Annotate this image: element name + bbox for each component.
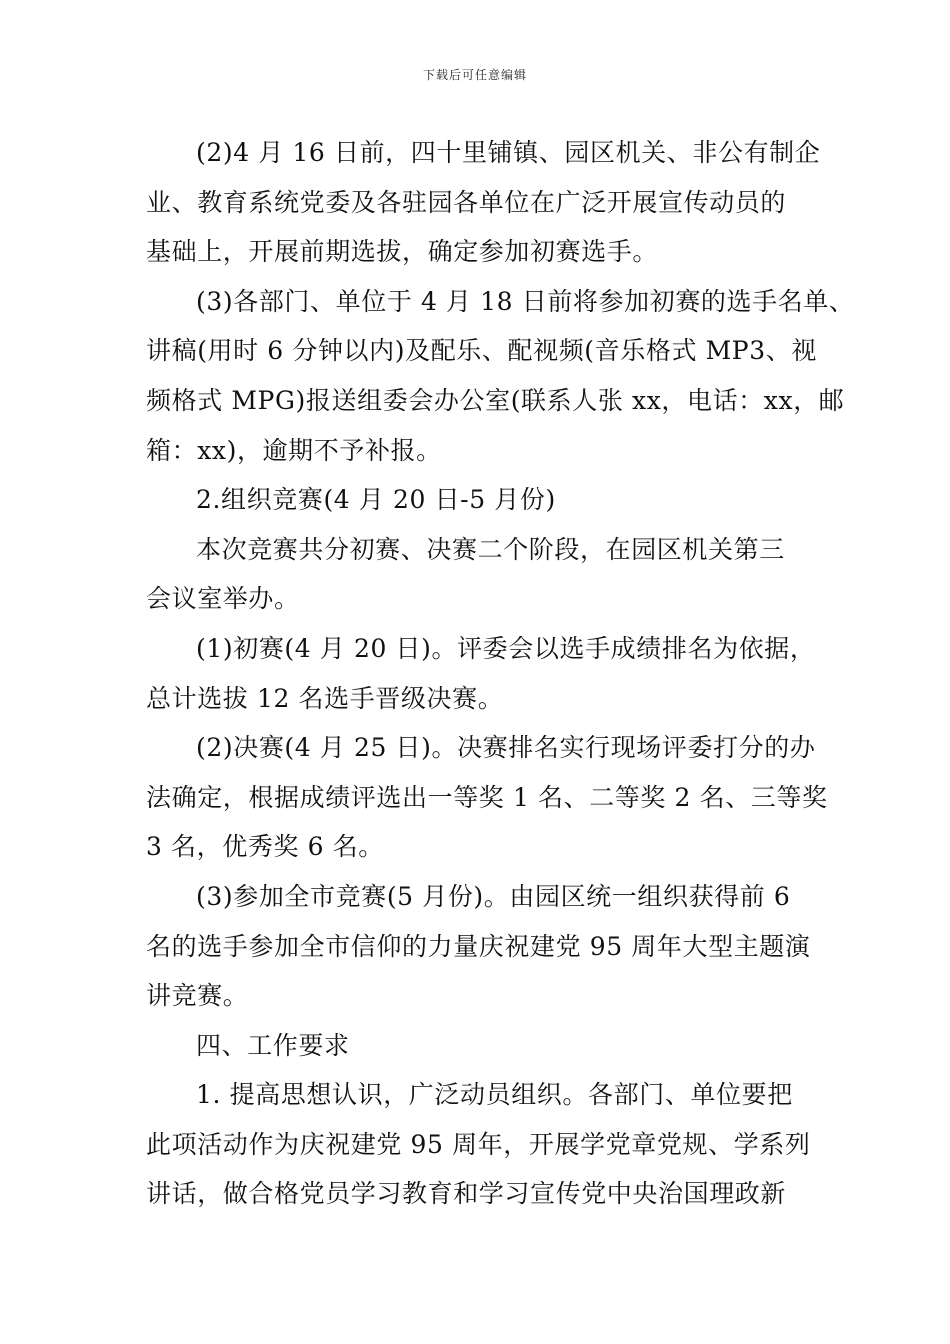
- text-line: 此项活动作为庆祝建党 95 周年，开展学党章党规、学系列: [146, 1129, 811, 1159]
- text-line: 1. 提高思想认识，广泛动员组织。各部门、单位要把: [196, 1080, 793, 1110]
- text-line: 讲竞赛。: [146, 981, 249, 1011]
- body-text: [146, 128, 855, 1219]
- text-line: 3 名，优秀奖 6 名。: [146, 832, 384, 862]
- text-line: (3)参加全市竞赛(5 月份)。由园区统一组织获得前 6: [196, 881, 791, 911]
- text-line: (1)初赛(4 月 20 日)。评委会以选手成绩排名为依据，: [196, 633, 816, 663]
- text-line: 法确定，根据成绩评选出一等奖 1 名、二等奖 2 名、三等奖: [146, 782, 828, 812]
- text-line: (2)4 月 16 日前，四十里铺镇、园区机关、非公有制企: [196, 138, 821, 167]
- text-line: 名的选手参加全市信仰的力量庆祝建党 95 周年大型主题演: [146, 931, 811, 961]
- header-note: 下载后可任意编辑: [422, 68, 527, 82]
- text-line: 业、教育系统党委及各驻园各单位在广泛开展宣传动员的: [146, 187, 787, 217]
- text-line: 频格式 MPG)报送组委会办公室(联系人张 xx，电话：xx，邮: [146, 385, 845, 415]
- section-heading: 四、工作要求: [196, 1030, 350, 1060]
- text-line: (2)决赛(4 月 25 日)。决赛排名实行现场评委打分的办: [196, 733, 816, 763]
- section-heading: 2.组织竞赛(4 月 20 日-5 月份): [196, 485, 556, 515]
- text-line: 会议室举办。: [146, 584, 300, 614]
- text-line: 讲话，做合格党员学习教育和学习宣传党中央治国理政新: [146, 1179, 787, 1209]
- text-line: 本次竞赛共分初赛、决赛二个阶段，在园区机关第三: [196, 534, 785, 564]
- text-line: 总计选拔 12 名选手晋级决赛。: [146, 683, 504, 713]
- text-line: 基础上，开展前期选拔，确定参加初赛选手。: [146, 237, 659, 267]
- text-line: 讲稿(用时 6 分钟以内)及配乐、配视频(音乐格式 MP3、视: [146, 336, 817, 366]
- text-line: 箱：xx)，逾期不予补报。: [146, 435, 442, 465]
- text-line: (3)各部门、单位于 4 月 18 日前将参加初赛的选手名单、: [196, 286, 855, 316]
